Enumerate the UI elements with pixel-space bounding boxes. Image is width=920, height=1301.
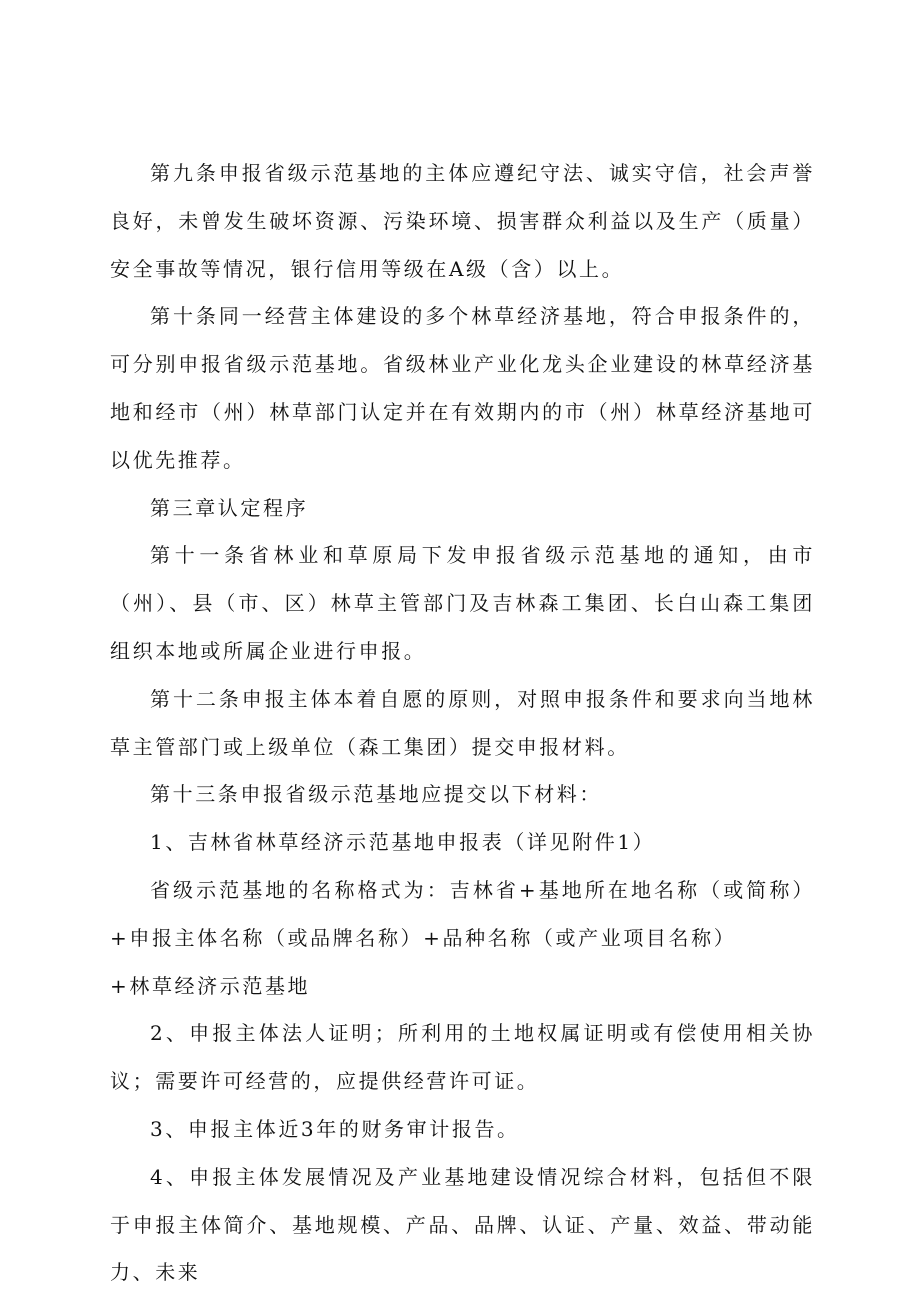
- material-2-item: 2、申报主体法人证明；所利用的土地权属证明或有偿使用相关协议；需要许可经营的，应提供经营许可证。: [110, 1021, 815, 1094]
- material-1-item: 1、吉林省林草经济示范基地申报表（详见附件1）: [150, 830, 656, 855]
- article-10-paragraph: 第十条同一经营主体建设的多个林草经济基地，符合申报条件的，可分别申报省级示范基地。省级林业产业化龙头企业建设的林草经济基地和经市（州）林草部门认定并在有效期内的市（州）林草经济基地可以优先推荐。: [110, 304, 815, 472]
- material-4-item: 4、申报主体发展情况及产业基地建设情况综合材料，包括但不限于申报主体简介、基地规模、产品、品牌、认证、产量、效益、带动能力、未来: [110, 1164, 815, 1285]
- name-format-continuation: +林草经济示范基地: [110, 973, 311, 998]
- article-13-paragraph: 第十三条申报省级示范基地应提交以下材料：: [150, 782, 602, 807]
- article-11-paragraph: 第十一条省林业和草原局下发申报省级示范基地的通知，由市（州）、县（市、区）林草主管部门及吉林森工集团、长白山森工集团组织本地或所属企业进行申报。: [110, 543, 815, 663]
- name-format-paragraph: 省级示范基地的名称格式为：吉林省+基地所在地名称（或简称）+申报主体名称（或品牌名称）+品种名称（或产业项目名称）: [110, 877, 815, 950]
- material-3-item: 3、申报主体近3年的财务审计报告。: [150, 1116, 520, 1141]
- document-body: [110, 150, 815, 1297]
- article-9-paragraph: 第九条申报省级示范基地的主体应遵纪守法、诚实守信，社会声誉良好，未曾发生破坏资源、污染环境、损害群众利益以及生产（质量）安全事故等情况，银行信用等级在A级（含）以上。: [110, 161, 815, 281]
- article-12-paragraph: 第十二条申报主体本着自愿的原则，对照申报条件和要求向当地林草主管部门或上级单位（森工集团）提交申报材料。: [110, 686, 815, 759]
- chapter-3-heading: 第三章认定程序: [150, 495, 309, 520]
